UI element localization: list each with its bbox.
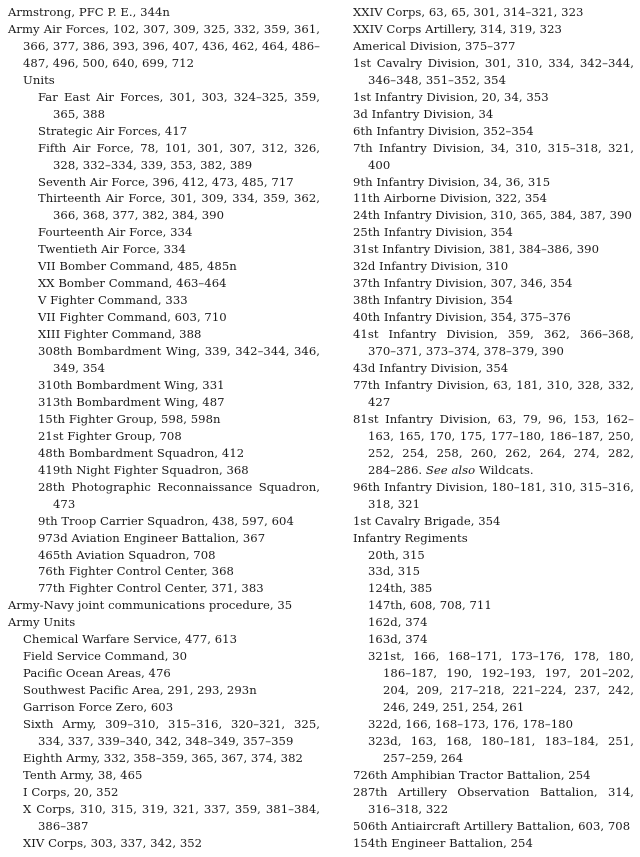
index-entry (38, 123, 320, 140)
index-entry (38, 190, 320, 224)
index-entry-text: 162d, 374 (368, 615, 428, 630)
index-entry (23, 784, 320, 801)
index-entry (8, 21, 320, 72)
index-entry (38, 462, 320, 479)
index-entry (368, 580, 634, 597)
index-entry (38, 479, 320, 513)
index-entry (353, 479, 634, 513)
index-entry-text: 323d, 163, 168, 180–181, 183–184, 251, 257–259, 264 (368, 733, 634, 765)
index-entry-text: 77th Infantry Division, 63, 181, 310, 328, 332, 427 (353, 377, 634, 409)
index-entry-text: 973d Aviation Engineer Battalion, 367 (38, 530, 266, 545)
index-entry-text: 32d Infantry Division, 310 (353, 259, 509, 274)
index-entry-text: 154th Engineer Battalion, 254 (353, 835, 533, 850)
index-entry-text: Pacific Ocean Areas, 476 (23, 666, 171, 681)
index-entry (8, 597, 320, 614)
index-entry-text: Tenth Army, 38, 465 (23, 767, 143, 782)
index-entry-text: 25th Infantry Division, 354 (353, 225, 513, 240)
index-entry-text: 308th Bombardment Wing, 339, 342–344, 346, 349, 354 (38, 344, 320, 376)
index-entry-text: 147th, 608, 708, 711 (368, 598, 492, 613)
index-entry-text: 15th Fighter Group, 598, 598n (38, 411, 221, 426)
index-entry (8, 614, 320, 631)
index-entry (23, 72, 320, 89)
index-entry-text: 20th, 315 (368, 547, 425, 562)
index-entry (38, 224, 320, 241)
index-entry-text: 6th Infantry Division, 352–354 (353, 123, 534, 138)
index-entry (353, 309, 634, 326)
index-entry-text: I Corps, 20, 352 (23, 784, 119, 799)
index-entry-text: 124th, 385 (368, 581, 433, 596)
index-entry (8, 4, 320, 21)
index-entry (353, 326, 634, 360)
index-entry-text: 1st Cavalry Brigade, 354 (353, 513, 501, 528)
index-entry (353, 174, 634, 191)
index-entry-text: 28th Photographic Reconnaissance Squadron, 473 (38, 479, 320, 511)
index-entry-text: 1st Infantry Division, 20, 34, 353 (353, 89, 549, 104)
index-entry-text: Army-Navy joint communications procedure, 35 (8, 598, 293, 613)
index-entry (23, 767, 320, 784)
index-entry (23, 699, 320, 716)
index-entry-text: Seventh Air Force, 396, 412, 473, 485, 717 (38, 174, 294, 189)
index-entry (368, 614, 634, 631)
index-entry (353, 190, 634, 207)
index-entry-text: Twentieth Air Force, 334 (38, 242, 186, 257)
index-entry-text: XXIV Corps, 63, 65, 301, 314–321, 323 (353, 5, 584, 19)
index-entry-text: Garrison Force Zero, 603 (23, 700, 174, 715)
index-entry (38, 411, 320, 428)
index-entry (23, 835, 320, 852)
index-entry-text: 506th Antiaircraft Artillery Battalion, 603, 708 (353, 818, 631, 833)
index-entry (38, 377, 320, 394)
index-entry-text: 310th Bombardment Wing, 331 (38, 377, 225, 392)
index-entry-text: Fourteenth Air Force, 334 (38, 225, 193, 240)
index-entry-text: 321st, 166, 168–171, 173–176, 178, 180, 186–187, 190, 192–193, 197, 201–202, 204, 209, 217–218, 221–224, 237, 242, 246, 249, 251, 254, 261 (368, 649, 634, 715)
index-entry-text: Field Service Command, 30 (23, 649, 188, 664)
index-entry (353, 258, 634, 275)
index-entry (368, 716, 634, 733)
index-entry-text: 287th Artillery Observation Battalion, 314, 316–318, 322 (353, 784, 634, 816)
index-entry (353, 530, 634, 547)
index-entry-text: 96th Infantry Division, 180–181, 310, 315–316, 318, 321 (353, 479, 634, 511)
index-entry (38, 326, 320, 343)
index-entry-text: 163d, 374 (368, 632, 428, 647)
index-entry-text: 322d, 166, 168–173, 176, 178–180 (368, 717, 573, 732)
index-entry (353, 89, 634, 106)
index-entry-text: 31st Infantry Division, 381, 384–386, 390 (353, 242, 600, 257)
index-entry (368, 648, 634, 716)
index-entry (38, 563, 320, 580)
index-entry (353, 767, 634, 784)
index-entry-text: Sixth Army, 309–310, 315–316, 320–321, 325, 334, 337, 339–340, 342, 348–349, 357–359 (23, 717, 320, 748)
index-entry-text: 77th Fighter Control Center, 371, 383 (38, 581, 264, 596)
index-entry-text: Units (23, 72, 55, 87)
index-entry (353, 38, 634, 55)
index-entry-text: 24th Infantry Division, 310, 365, 384, 387, 390 (353, 208, 632, 223)
index-entry (353, 513, 634, 530)
index-entry-text: 33d, 315 (368, 564, 421, 579)
index-entry-text: 465th Aviation Squadron, 708 (38, 547, 216, 562)
index-entry (38, 580, 320, 597)
index-entry-text: XXIV Corps Artillery, 314, 319, 323 (353, 21, 562, 36)
index-column-left (8, 4, 320, 852)
index-entry-text: XX Bomber Command, 463–464 (38, 276, 227, 291)
index-entry-text: VII Bomber Command, 485, 485n (38, 259, 237, 274)
index-entry (353, 818, 634, 835)
index-entry-text: XIV Corps, 303, 337, 342, 352 (23, 835, 203, 850)
index-entry-text: Chemical Warfare Service, 477, 613 (23, 632, 238, 647)
index-entry (38, 174, 320, 191)
index-entry (38, 394, 320, 411)
index-entry (353, 411, 634, 479)
index-entry-text: 37th Infantry Division, 307, 346, 354 (353, 276, 573, 291)
index-entry (353, 275, 634, 292)
index-entry (368, 631, 634, 648)
index-entry (353, 55, 634, 89)
index-entry (38, 309, 320, 326)
index-entry-text: 48th Bombardment Squadron, 412 (38, 445, 245, 460)
index-entry-text: 726th Amphibian Tractor Battalion, 254 (353, 767, 591, 782)
index-entry-text: X Corps, 310, 315, 319, 321, 337, 359, 381–384, 386–387 (23, 801, 320, 833)
index-entry (23, 631, 320, 648)
index-entry (38, 513, 320, 530)
index-entry-crossref-target: Wildcats. (475, 462, 534, 477)
index-entry (353, 140, 634, 174)
index-entry-text: 11th Airborne Division, 322, 354 (353, 191, 548, 206)
index-entry (353, 784, 634, 818)
index-entry (38, 258, 320, 275)
index-entry-text: Infantry Regiments (353, 530, 468, 545)
index-entry (23, 682, 320, 699)
index-entry (23, 716, 320, 750)
index-entry (368, 733, 634, 767)
index-entry-text: 43d Infantry Division, 354 (353, 361, 509, 376)
index-entry (38, 428, 320, 445)
index-entry-text: Army Air Forces, 102, 307, 309, 325, 332, 359, 361, 366, 377, 386, 393, 396, 407, 436, 462, 464, 486–487, 496, 500, 640, 699, 712 (8, 21, 320, 70)
index-entry (353, 21, 634, 38)
index-column-right (338, 4, 634, 852)
index-entry (353, 123, 634, 140)
index-entry (368, 563, 634, 580)
index-entry-text: Fifth Air Force, 78, 101, 301, 307, 312, 326, 328, 332–334, 339, 353, 382, 389 (38, 140, 320, 172)
index-entry-text: 1st Cavalry Division, 301, 310, 334, 342–344, 346–348, 351–352, 354 (353, 55, 634, 87)
index-entry (38, 140, 320, 174)
index-entry (38, 275, 320, 292)
index-entry (353, 224, 634, 241)
index-entry (353, 241, 634, 258)
index-entry-text: 41st Infantry Division, 359, 362, 366–368, 370–371, 373–374, 378–379, 390 (353, 327, 634, 359)
index-entry (38, 292, 320, 309)
index-entry-text: XIII Fighter Command, 388 (38, 327, 202, 342)
index-entry-text: Armstrong, PFC P. E., 344n (8, 5, 170, 19)
index-entry (38, 547, 320, 564)
index-entry (23, 801, 320, 835)
index-entry-text: 81st Infantry Division, 63, 79, 96, 153, 162–163, 165, 170, 175, 177–180, 186–187, 250, 252, 254, 258, 260, 262, 264, 274, 282, 284–286. (353, 411, 634, 477)
index-entry-text: 3d Infantry Division, 34 (353, 106, 494, 121)
index-entry (38, 343, 320, 377)
index-entry-text: 76th Fighter Control Center, 368 (38, 564, 234, 579)
index-entry-text: V Fighter Command, 333 (38, 293, 188, 308)
index-entry (353, 292, 634, 309)
index-entry-text: Strategic Air Forces, 417 (38, 123, 188, 138)
index-entry (353, 106, 634, 123)
index-entry-text: 7th Infantry Division, 34, 310, 315–318, 321, 400 (353, 140, 634, 172)
index-entry (23, 648, 320, 665)
index-entry-text: VII Fighter Command, 603, 710 (38, 310, 227, 325)
index-entry (38, 241, 320, 258)
index-entry-text: 313th Bombardment Wing, 487 (38, 394, 225, 409)
index-entry (368, 547, 634, 564)
index-entry-text: 9th Infantry Division, 34, 36, 315 (353, 174, 551, 189)
index-entry (23, 750, 320, 767)
index-entry (353, 377, 634, 411)
index-entry-text: Eighth Army, 332, 358–359, 365, 367, 374, 382 (23, 750, 303, 765)
index-entry (38, 530, 320, 547)
index-entry-text: 419th Night Fighter Squadron, 368 (38, 462, 249, 477)
index-entry-text: Americal Division, 375–377 (353, 38, 516, 53)
index-entry-text: 9th Troop Carrier Squadron, 438, 597, 604 (38, 513, 294, 528)
index-entry-text: 21st Fighter Group, 708 (38, 428, 182, 443)
index-entry-text: Far East Air Forces, 301, 303, 324–325, 359, 365, 388 (38, 89, 320, 121)
index-entry-crossref: See also (425, 462, 476, 477)
index-entry (368, 597, 634, 614)
index-entry (353, 835, 634, 852)
index-entry (353, 360, 634, 377)
index-entry-text: Thirteenth Air Force, 301, 309, 334, 359, 362, 366, 368, 377, 382, 384, 390 (38, 191, 320, 223)
index-entry-text: Army Units (8, 615, 76, 630)
index-entry (353, 207, 634, 224)
index-entry-text: 38th Infantry Division, 354 (353, 293, 513, 308)
index-entry (38, 89, 320, 123)
index-entry-text: Southwest Pacific Area, 291, 293, 293n (23, 683, 257, 698)
index-entry (23, 665, 320, 682)
index-entry (353, 4, 634, 21)
index-entry (38, 445, 320, 462)
index-entry-text: 40th Infantry Division, 354, 375–376 (353, 310, 571, 325)
